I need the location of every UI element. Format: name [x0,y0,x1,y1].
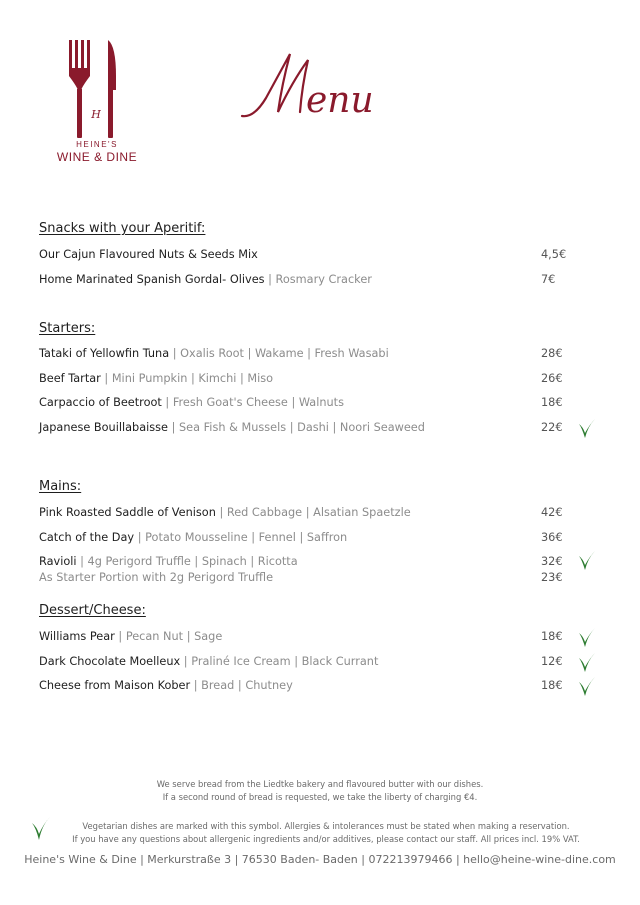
menu-item: Home Marinated Spanish Gordal- Olives | Rosmary Cracker 7€ [39,272,609,297]
vegetarian-legend-icon [30,814,52,842]
item-description: Pecan Nut | Sage [125,630,223,643]
menu-title-text: enu [306,80,374,121]
logo-wordmark [50,140,144,164]
item-description: Bread | Chutney [201,679,293,693]
item-description: Sea Fish & Mussels | Dashi | Noori Seaweed [179,420,425,434]
menu-item: Williams Pear | Pecan Nut | Sage 18€ [39,629,609,654]
item-name: Dark Chocolate Moelleux [39,654,181,668]
item-description: 4g Perigord Truffle | Spinach | Ricotta [87,555,298,569]
item-description: Praliné Ice Cream | Black Currant [191,654,379,668]
item-price: 4,5€ [541,248,567,261]
item-price-starter: 23€ [541,571,563,585]
item-price: 28€ [541,347,563,360]
menu-item [39,247,609,272]
menu-item: Beef Tartar | Mini Pumpkin | Kimchi | Miso 26€ [39,371,609,396]
section-title-snacks: Snacks with your Aperitif: [39,221,206,236]
bread-note [0,778,640,804]
section-snacks [39,219,609,296]
item-price: 12€ [541,654,563,668]
item-name: Beef Tartar [39,371,101,385]
bread-note-line1: We serve bread from the Liedtke bakery and flavoured butter with our dishes. [156,779,484,789]
menu-item: Cheese from Maison Kober | Bread | Chutney 18€ [39,678,609,703]
item-price: 18€ [541,630,563,643]
logo-small-text: HEINE'S [76,140,118,149]
vegetarian-icon [577,416,597,440]
item-description: Potato Mousseline | Fennel | Saffron [145,530,348,544]
menu-item: Japanese Bouillabaisse | Sea Fish & Mussels | Dashi | Noori Seaweed 22€ [39,420,609,445]
item-subline: As Starter Portion with 2g Perigord Truffle [39,571,274,585]
section-dessert [39,601,609,703]
item-price: 42€ [541,506,563,519]
item-price: 36€ [541,530,563,544]
item-description: Red Cabbage | Alsatian Spaetzle [226,506,411,519]
item-name: Ravioli [39,555,77,569]
item-name: Cheese from Maison Kober [39,679,191,693]
item-price-main: 32€ [541,555,563,569]
item-price: 22€ [541,420,563,434]
logo-letter: H [91,108,101,121]
section-title-starters: Starters: [39,321,96,336]
menu-item: Dark Chocolate Moelleux | Praliné Ice Cream | Black Currant 12€ [39,654,609,679]
menu-item: Ravioli | 4g Perigord Truffle | Spinach | Ricotta As Starter Portion with 2g Perigord Truffle 32€ 23€ [39,554,609,590]
restaurant-address: Heine's Wine & Dine | Merkurstraße 3 | 76530 Baden- Baden | 072213979466 | hello@heine-wine-dine.com [24,853,616,866]
item-name: Tataki of Yellowfin Tuna [39,347,170,360]
vegetarian-note-line1: Vegetarian dishes are marked with this symbol. Allergies & intolerances must be stated when making a reservation. [82,821,570,831]
bread-note-line2: If a second round of bread is requested, we take the liberty of charging €4. [162,792,478,802]
item-price [541,554,581,586]
menu-title [232,46,412,130]
item-price: 7€ [541,272,556,286]
fork-and-knife-icon [56,36,138,140]
menu-item: Tataki of Yellowfin Tuna | Oxalis Root | Wakame | Fresh Wasabi 28€ [39,346,609,371]
vegetarian-note-line2: If you have any questions about allergenic ingredients and/or additives, please contact our staff. All prices incl. 19% VAT. [72,834,580,844]
item-name: Pink Roasted Saddle of Venison [39,506,216,519]
item-price: 26€ [541,371,563,385]
vegetarian-icon [577,548,597,572]
section-mains [39,477,609,590]
item-description: Fresh Goat's Cheese | Walnuts [172,396,345,410]
item-name: Carpaccio of Beetroot [39,396,162,410]
menu-item: Carpaccio of Beetroot | Fresh Goat's Cheese | Walnuts 18€ [39,395,609,420]
vegetarian-note [56,820,596,846]
item-name: Catch of the Day [39,530,135,544]
item-description: Oxalis Root | Wakame | Fresh Wasabi [180,347,389,360]
logo-big-text: WINE & DINE [56,150,138,164]
item-description: Rosmary Cracker [275,272,372,286]
item-price: 18€ [541,396,563,410]
menu-item: Catch of the Day | Potato Mousseline | Fennel | Saffron 36€ [39,530,609,555]
vegetarian-icon [577,674,597,698]
item-name: Our Cajun Flavoured Nuts & Seeds Mix [39,248,258,261]
item-description: Mini Pumpkin | Kimchi | Miso [111,371,274,385]
item-name: Williams Pear [39,630,115,643]
menu-item: Pink Roasted Saddle of Venison | Red Cabbage | Alsatian Spaetzle 42€ [39,505,609,530]
item-name: Home Marinated Spanish Gordal- Olives [39,272,265,286]
section-title-dessert: Dessert/Cheese: [39,603,146,618]
section-title-mains: Mains: [39,479,82,494]
item-price: 18€ [541,679,563,693]
item-name: Japanese Bouillabaisse [39,420,168,434]
vegetarian-icon [577,625,597,649]
section-starters [39,319,609,444]
vegetarian-icon [577,650,597,674]
